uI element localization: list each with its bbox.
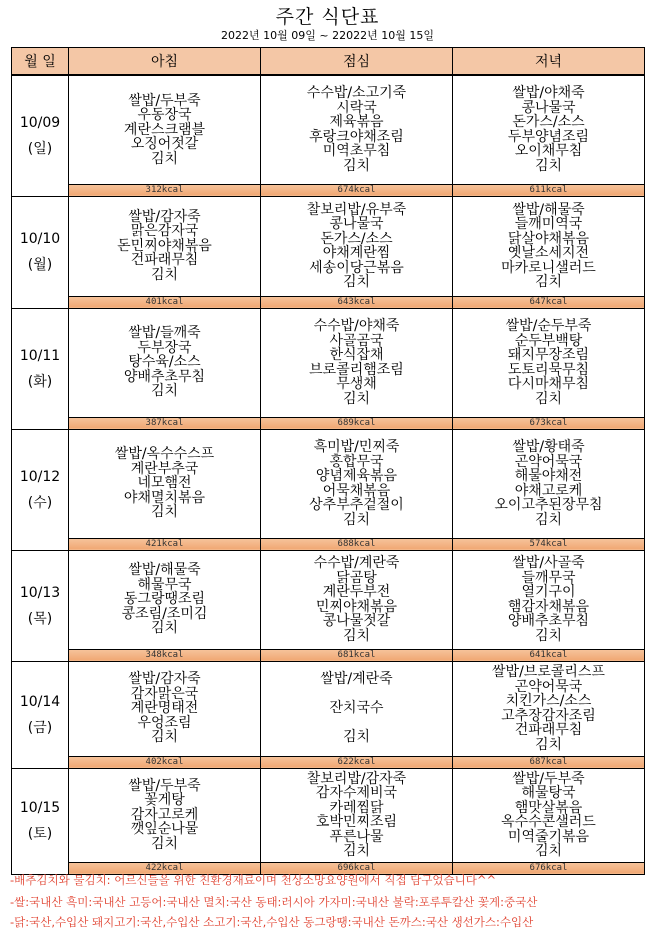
lunch-cell (261, 429, 453, 538)
dinner-items: 쌀밥/사골죽 들깨무국 열기구이 햄감자채볶음 양배추초무침 김치 (507, 555, 590, 644)
lunch-cell (261, 308, 453, 417)
kcal-value: 611kcal (453, 184, 645, 196)
day-weekday: (토) (27, 826, 53, 842)
breakfast-items: 쌀밥/감자죽 맑은감자국 돈민찌야채볶음 건파래무침 김치 (117, 208, 212, 283)
day-row (12, 75, 645, 184)
day-date: 10/10 (19, 231, 61, 247)
dinner-cell (453, 196, 645, 296)
kcal-row (12, 538, 645, 550)
kcal-value: 673kcal (453, 417, 645, 429)
day-date-cell (12, 75, 69, 196)
breakfast-items: 쌀밥/해물죽 해물무국 동그랑땡조림 콩조림/조미김 김치 (121, 562, 208, 637)
note-origin-1: -쌀:국내산 흑미:국내산 고등어:국내산 멸치:국산 동태:러시아 가자미:국내산 불락:포루투칼산 꽃게:중국산 (10, 895, 538, 909)
day-date: 10/14 (19, 693, 61, 710)
weekly-menu-table (11, 47, 645, 875)
dinner-items: 쌀밥/황태죽 곤약어묵국 해물야채전 야채고로케 오이고추된장무침 김치 (494, 439, 603, 528)
breakfast-cell (69, 429, 261, 538)
lunch-cell (261, 550, 453, 649)
kcal-value: 643kcal (261, 296, 453, 308)
kcal-value: 421kcal (69, 538, 261, 550)
lunch-cell (261, 661, 453, 756)
kcal-value: 674kcal (261, 184, 453, 196)
lunch-items: 흑미밥/민찌죽 홍합무국 양념제육볶음 어묵채볶음 상추부추겉절이 김치 (309, 439, 404, 528)
day-date-cell (12, 429, 69, 550)
kcal-row (12, 649, 645, 661)
kcal-value: 647kcal (453, 296, 645, 308)
day-row (12, 768, 645, 862)
day-date: 10/11 (19, 347, 61, 364)
dinner-items: 쌀밥/순두부죽 순두부백탕 돼지무장조림 도토리묵무침 다시마채무침 김치 (505, 318, 592, 407)
kcal-row (12, 296, 645, 308)
dinner-cell (453, 429, 645, 538)
breakfast-cell (69, 308, 261, 417)
lunch-cell (261, 768, 453, 862)
day-weekday: (금) (27, 719, 53, 736)
breakfast-cell (69, 75, 261, 184)
dinner-items: 쌀밥/두부죽 해물탕국 햄맛살볶음 옥수수콘샐러드 미역줄기볶음 김치 (501, 770, 596, 859)
day-date: 10/12 (19, 468, 61, 485)
breakfast-items: 쌀밥/두부죽 꽃게탕 감자고로케 깻잎순나물 김치 (128, 777, 201, 852)
date-range: 2022년 10월 09일 ~ 22022년 10월 15일 (221, 29, 434, 42)
lunch-items: 쌀밥/계란죽 잔치국수 김치 (320, 671, 393, 746)
breakfast-items: 쌀밥/들깨죽 두부장국 탕수육/소스 양배추초무침 김치 (123, 325, 206, 400)
lunch-items: 찰보리밥/유부죽 콩나물국 돈가스/소스 야채계란찜 세송이당근볶음 김치 (306, 201, 407, 290)
header-dinner: 저녁 (453, 48, 645, 76)
kcal-row (12, 756, 645, 768)
breakfast-cell (69, 196, 261, 296)
kcal-row (12, 184, 645, 196)
kcal-value: 641kcal (453, 649, 645, 661)
kcal-value: 681kcal (261, 649, 453, 661)
day-weekday: (일) (27, 140, 53, 157)
day-row (12, 550, 645, 649)
lunch-cell (261, 75, 453, 184)
breakfast-items: 쌀밥/두부죽 우동장국 계란스크램블 오징어젓갈 김치 (123, 92, 206, 167)
kcal-value: 312kcal (69, 184, 261, 196)
dinner-items: 쌀밥/해물죽 들깨미역국 닭살야채볶음 옛날소세지전 마카로니샐러드 김치 (501, 201, 596, 290)
kcal-value: 687kcal (453, 756, 645, 768)
lunch-items: 찰보리밥/감자죽 감자수제비국 카레찜닭 호박민찌조림 푸른나물 김치 (306, 770, 407, 859)
header-breakfast: 아침 (69, 48, 261, 76)
kcal-value: 402kcal (69, 756, 261, 768)
kcal-value: 689kcal (261, 417, 453, 429)
lunch-items: 수수밥/야채죽 사골곰국 한식잡채 브로콜리햄조림 무생채 김치 (309, 318, 404, 407)
kcal-row (12, 417, 645, 429)
day-date-cell (12, 768, 69, 874)
day-date: 10/13 (19, 584, 61, 601)
kcal-value: 387kcal (69, 417, 261, 429)
note-kimchi: -배추김치와 물김치: 어르신들을 위한 친환경재료이며 천상소망요양원에서 직접 담구었습니다^^ (10, 873, 497, 887)
breakfast-cell (69, 768, 261, 862)
day-row (12, 661, 645, 756)
dinner-items: 쌀밥/야채죽 콩나물국 돈가스/소스 두부양념조림 오이채무침 김치 (507, 85, 590, 174)
breakfast-items: 쌀밥/옥수수스프 계란부추국 네모햄전 야채멸치볶음 김치 (114, 446, 215, 521)
breakfast-cell (69, 661, 261, 756)
header-row (12, 48, 645, 76)
kcal-value: 696kcal (261, 862, 453, 874)
lunch-cell (261, 196, 453, 296)
day-date-cell (12, 661, 69, 768)
dinner-items: 쌀밥/브로콜리스프 곤약어묵국 치킨가스/소스 고추장감자조림 건파래무침 김치 (492, 664, 605, 753)
day-date-cell (12, 308, 69, 429)
day-weekday: (수) (27, 494, 53, 511)
header-day: 월 일 (12, 48, 69, 76)
breakfast-cell (69, 550, 261, 649)
header-lunch: 점심 (261, 48, 453, 76)
dinner-cell (453, 550, 645, 649)
day-row (12, 196, 645, 296)
day-weekday: (월) (27, 257, 53, 273)
day-weekday: (화) (27, 373, 53, 390)
dinner-cell (453, 75, 645, 184)
lunch-items: 수수밥/계란죽 닭곰탕 계란두부전 민찌야채볶음 콩나물젓갈 김치 (313, 555, 400, 644)
page-title: 주간 식단표 (275, 6, 380, 28)
dinner-cell (453, 308, 645, 417)
kcal-value: 622kcal (261, 756, 453, 768)
day-weekday: (목) (27, 610, 53, 627)
menu-body (12, 75, 645, 874)
dinner-cell (453, 768, 645, 862)
day-date-cell (12, 196, 69, 308)
kcal-value: 348kcal (69, 649, 261, 661)
kcal-value: 688kcal (261, 538, 453, 550)
breakfast-items: 쌀밥/감자죽 감자맑은국 계란명태전 우엉조림 김치 (128, 671, 201, 746)
day-date: 10/09 (19, 114, 61, 131)
day-date: 10/15 (19, 800, 61, 816)
kcal-value: 574kcal (453, 538, 645, 550)
day-row (12, 429, 645, 538)
kcal-value: 422kcal (69, 862, 261, 874)
day-row (12, 308, 645, 417)
kcal-value: 676kcal (453, 862, 645, 874)
day-date-cell (12, 550, 69, 661)
lunch-items: 수수밥/소고기죽 시락국 제육볶음 후랑크야채조림 미역초무침 김치 (306, 85, 407, 174)
note-origin-2: -닭:국산,수입산 돼지고기:국산,수입산 소고기:국산,수입산 동그랑땡:국내산 돈까스:국산 생선가스:수입산 (10, 915, 534, 929)
kcal-value: 401kcal (69, 296, 261, 308)
dinner-cell (453, 661, 645, 756)
